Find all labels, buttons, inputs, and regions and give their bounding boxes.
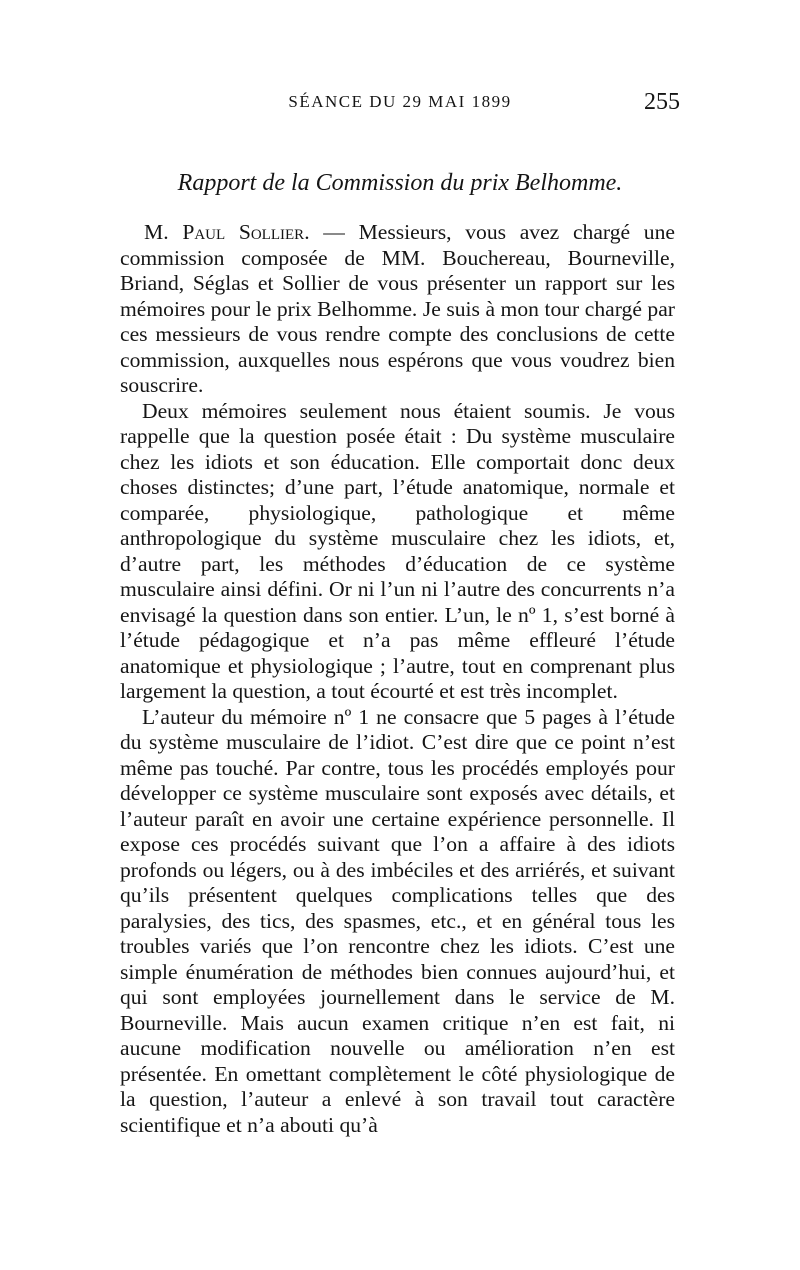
running-head: [120, 89, 680, 122]
paragraph-2: Deux mémoires seulement nous étaient soumis. Je vous rappelle que la question posée était : Du système musculaire chez les idiots et son éducation. Elle comportait donc deux choses distinctes; d’une part, l’étude anatomique, normale et comparée, physiologique, pathologique et même anthropologique du système musculaire chez les idiots, et, d’autre part, les méthodes d’éducation de ce système musculaire ainsi défini. Or ni l’un ni l’autre des concurrents n’a envisagé la question dans son entier. L’un, le nº 1, s’est borné à l’étude pédagogique et n’a pas même effleuré l’étude anatomique et physiologique ; l’autre, tout en comprenant plus largement la question, a tout écourté et est très incomplet.: [120, 398, 675, 703]
paragraph-1-text: Messieurs, vous avez chargé une commission composée de MM. Bouchereau, Bourneville, Briand, Séglas et Sollier de vous présenter un rapport sur les mémoires pour le prix Belhomme. Je suis à mon tour chargé par ces messieurs de vous rendre compte des conclusions de cette commission, auxquelles nous espérons que vous voudrez bien souscrire.: [120, 220, 675, 397]
speaker-prefix: M.: [144, 220, 169, 244]
speaker-name: Paul Sollier: [182, 220, 305, 244]
body-text: [120, 220, 675, 1138]
speaker-separator: . —: [304, 220, 345, 244]
paragraph-1: [120, 220, 675, 399]
running-head-title: SÉANCE DU 29 MAI 1899: [288, 92, 512, 111]
page-number: 255: [644, 89, 680, 115]
paragraph-3: L’auteur du mémoire nº 1 ne consacre que 5 pages à l’étude du système musculaire de l’idiot. C’est dire que ce point n’est même pas touché. Par contre, tous les procédés employés pour développer ce système musculaire sont exposés avec détails, et l’auteur paraît en avoir une certaine expérience personnelle. Il expose ces procédés suivant que l’on a affaire à des idiots profonds ou légers, ou à des imbéciles et des arriérés, et suivant qu’ils présentent quelques complications telles que des paralysies, des tics, des spasmes, etc., et en général tous les troubles variés que l’on rencontre chez les idiots. C’est une simple énumération de méthodes bien connues aujourd’hui, et qui sont employées journellement dans le service de M. Bourneville. Mais aucun examen critique n’en est fait, ni aucune modification nouvelle ou amélioration n’en est présentée. En omettant complètement le côté physiologique de la question, l’auteur a enlevé à son travail tout caractère scientifique et n’a abouti qu’à: [120, 704, 675, 1137]
section-title: Rapport de la Commission du prix Belhomme.: [177, 170, 623, 196]
